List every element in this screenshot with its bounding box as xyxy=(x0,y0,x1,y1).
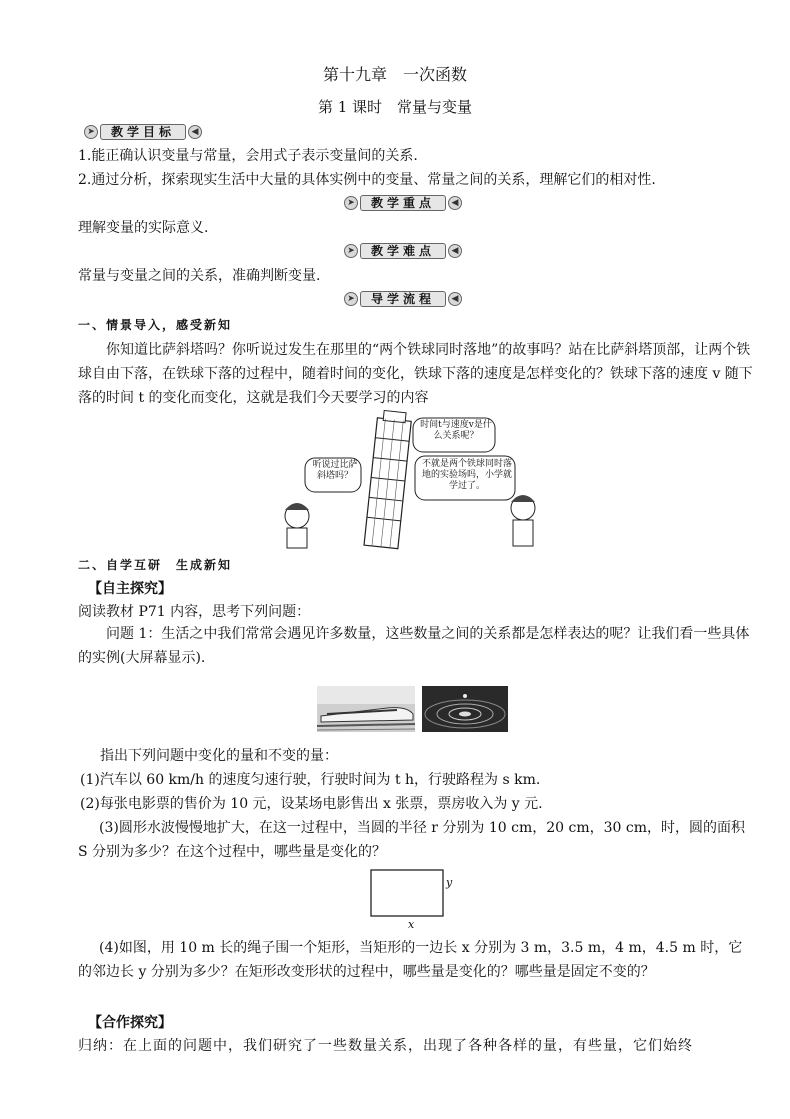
section-1-paragraph: 你知道比萨斜塔吗？你听说过发生在那里的“两个铁球同时落地”的故事吗？站在比萨斜塔顶部，让两个铁球自由下落，在铁球下落的过程中，随着时间的变化，铁球下落的速度是怎样变化的？铁球下落的速度 v 随下落的时间 t 的变化而变化，这就是我们今天要学习的内容 xyxy=(78,342,753,406)
difficulties-badge-label: 教学难点 xyxy=(360,243,446,259)
item-1: (1)汽车以 60 km/h 的速度匀速行驶，行驶时间为 t h，行驶路程为 s km. xyxy=(80,772,541,788)
arrow-left-icon: ◀ xyxy=(448,292,462,306)
boy-right-icon xyxy=(511,495,535,546)
lesson-title: 第 1 课时 常量与变量 xyxy=(317,98,473,116)
read-instruction: 阅读教材 P71 内容，思考下列问题： xyxy=(78,604,311,620)
cooperation-label: 【合作探究】 xyxy=(88,1015,172,1031)
self-study-label: 【自主探究】 xyxy=(88,581,172,597)
difficulty-text: 常量与变量之间的关系，准确判断变量. xyxy=(78,268,321,284)
chapter-title: 第十九章 一次函数 xyxy=(322,65,467,84)
point-out-instruction: 指出下列问题中变化的量和不变的量： xyxy=(100,748,338,764)
arrow-right-icon: ➤ xyxy=(84,125,98,139)
item-3: (3)圆形水波慢慢地扩大，在这一过程中，当圆的半径 r 分别为 10 cm，20 cm，30 cm，时，圆的面积 S 分别为多少？在这个过程中，哪些量是变化的？ xyxy=(78,820,746,860)
train-photo xyxy=(317,686,415,732)
bubble-left-text: 听说过比萨斜塔吗？ xyxy=(312,460,358,481)
section-2-heading: 二、自学互研 生成新知 xyxy=(78,558,233,572)
boy-left-icon xyxy=(285,503,309,548)
question-1: 问题 1：生活之中我们常常会遇见许多数量，这些数量之间的关系都是怎样表达的呢？让我们看一些具体的实例(大屏幕显示). xyxy=(78,626,750,666)
arrow-right-icon: ➤ xyxy=(344,292,358,306)
objective-2: 2.通过分析，探索现实生活中大量的具体实例中的变量、常量之间的关系，理解它们的相对性. xyxy=(78,172,656,188)
pisa-tower-icon xyxy=(364,410,412,549)
arrow-left-icon: ◀ xyxy=(448,196,462,210)
key-point-text: 理解变量的实际意义. xyxy=(78,220,209,236)
flow-badge xyxy=(344,291,462,307)
item-2: (2)每张电影票的售价为 10 元，设某场电影售出 x 张票，票房收入为 y 元. xyxy=(80,796,543,812)
objectives-badge-label: 教学目标 xyxy=(100,124,186,140)
objective-1: 1.能正确认识变量与常量，会用式子表示变量间的关系. xyxy=(78,148,418,164)
key-points-badge-label: 教学重点 xyxy=(360,195,446,211)
flow-badge-label: 导学流程 xyxy=(360,291,446,307)
arrow-left-icon: ◀ xyxy=(448,244,462,258)
section-1-heading: 一、情景导入，感受新知 xyxy=(78,318,233,332)
bubble-top-text: 时间t与速度v是什么关系呢？ xyxy=(420,420,492,441)
water-ripple-photo xyxy=(422,686,508,732)
objectives-badge xyxy=(84,124,202,140)
difficulties-badge xyxy=(344,243,462,259)
arrow-right-icon: ➤ xyxy=(344,196,358,210)
key-points-badge xyxy=(344,195,462,211)
arrow-left-icon: ◀ xyxy=(188,125,202,139)
rect-label-y: y xyxy=(446,876,453,889)
summary-text: 归纳：在上面的问题中，我们研究了一些数量关系，出现了各种各样的量，有些量，它们始终 xyxy=(78,1038,693,1054)
bubble-right-text: 不就是两个铁球同时落地的实验场吗，小学就学过了。 xyxy=(421,459,512,491)
item-4: (4)如图，用 10 m 长的绳子围一个矩形，当矩形的一边长 x 分别为 3 m，3.5 m，4 m，4.5 m 时，它的邻边长 y 分别为多少？在矩形改变形状的过程中，哪些量是变化的？哪些量是固定不变的？ xyxy=(78,940,743,980)
arrow-right-icon: ➤ xyxy=(344,244,358,258)
rect-label-x: x xyxy=(408,918,415,931)
